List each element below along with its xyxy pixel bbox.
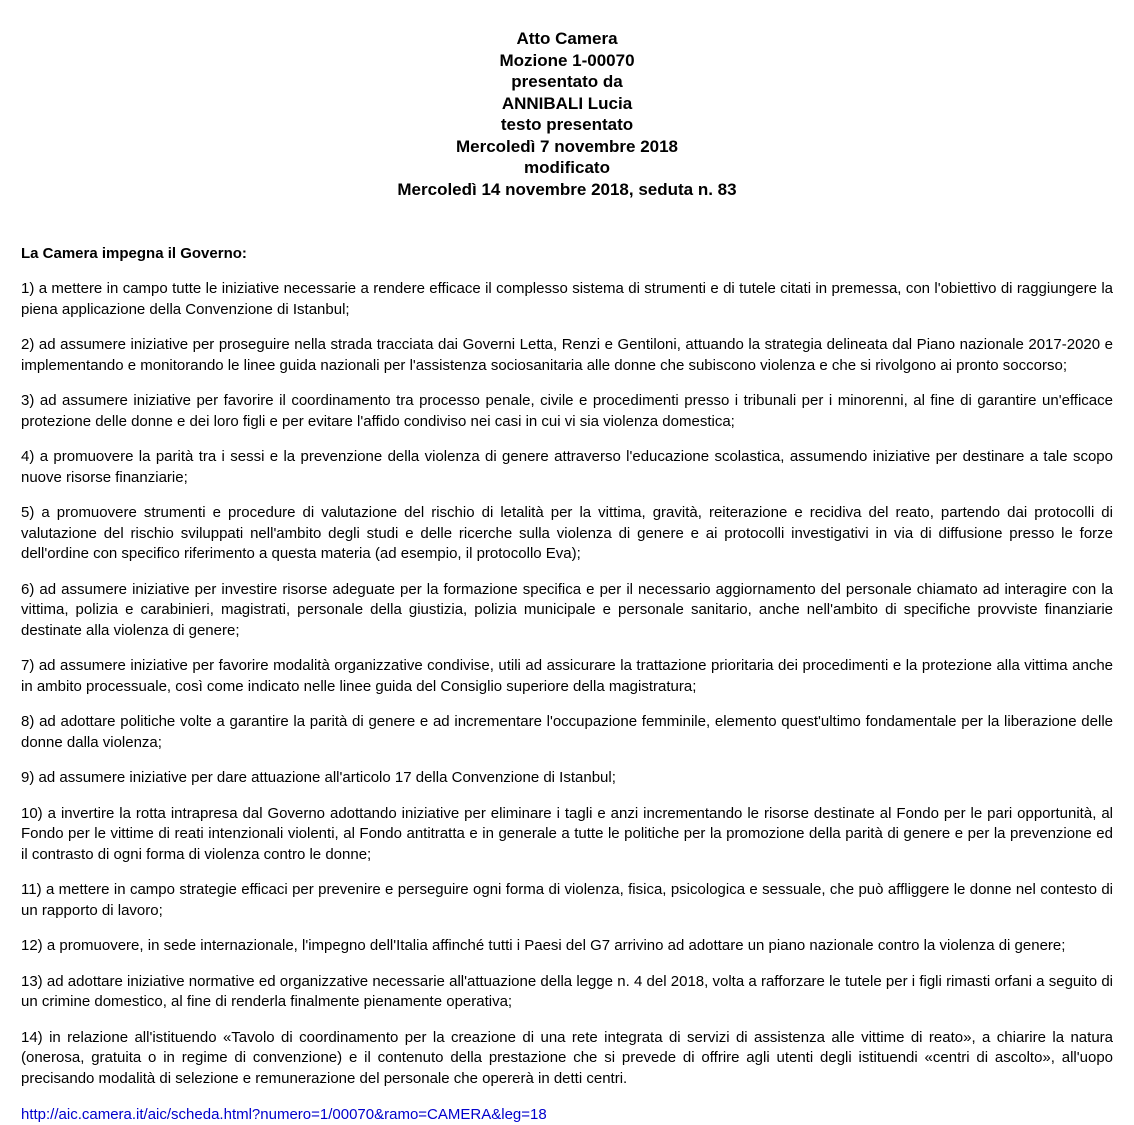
motion-item-4: 4) a promuovere la parità tra i sessi e la prevenzione della violenza di genere attraverso l'educazione scolastica, assumendo iniziative per destinare a tale scopo nuove risorse finanziarie; [21,448,1113,486]
motion-item-14: 14) in relazione all'istituendo «Tavolo di coordinamento per la creazione di una rete integrata di servizi di assistenza alle vittime di reato», a chiarire la natura (onerosa, gratuita o in regime di convenzione) e il contenuto della prestazione che si prevede di offrire agli utenti degli istituendi «centri di ascolto», all'uopo precisando modalità di selezione e remunerazione del personale che opererà in detti centri. [21,1028,1113,1087]
motion-item-1: 1) a mettere in campo tutte le iniziative necessarie a rendere efficace il complesso sistema di strumenti e di tutele citati in premessa, con l'obiettivo di raggiungere la piena applicazione della Convenzione di Istanbul; [21,280,1113,318]
motion-item-13: 13) ad adottare iniziative normative ed organizzative necessarie all'attuazione della legge n. 4 del 2018, volta a rafforzare le tutele per i figli rimasti orfani a seguito di un crimine domestico, al fine di renderla finalmente pienamente operativa; [21,972,1113,1010]
motion-body [21,279,1113,1125]
motion-item-7: 7) ad assumere iniziative per favorire modalità organizzative condivise, utili ad assicurare la trattazione prioritaria dei procedimenti e la protezione alla vittima anche in ambito processuale, così come indicato nelle linee guida del Consiglio superiore della magistratura; [21,657,1113,695]
motion-item-11: 11) a mettere in campo strategie efficaci per prevenire e perseguire ogni forma di violenza, fisica, psicologica e sessuale, che può affliggere le donne nel contesto di un rapporto di lavoro; [21,881,1113,919]
motion-item-12: 12) a promuovere, in sede internazionale, l'impegno dell'Italia affinché tutti i Paesi del G7 arrivino ad adottare un piano nazionale contro la violenza di genere; [21,937,1066,954]
document-header [21,28,1113,200]
motion-item-8: 8) ad adottare politiche volte a garantire la parità di genere e ad incrementare l'occupazione femminile, elemento quest'ultimo fondamentale per la liberazione delle donne dalla violenza; [21,713,1113,751]
header-line-modified-date: Mercoledì 14 novembre 2018, seduta n. 83 [397,179,737,199]
header-line-author: ANNIBALI Lucia [501,93,633,113]
header-line-text-presented: testo presentato [500,115,634,134]
header-line-motion-number: Mozione 1-00070 [499,50,635,70]
motion-item-6: 6) ad assumere iniziative per investire risorse adeguate per la formazione specifica e per il necessario aggiornamento del personale chiamato ad interagire con la vittima, polizia e carabinieri, magistrati, personale della giustizia, polizia municipale e personale sanitario, anche nell'ambito di specifiche provviste finanziarie destinate alla violenza di genere; [21,580,1113,639]
motion-item-10: 10) a invertire la rotta intrapresa dal Governo adottando iniziative per eliminare i tagli e anzi incrementando le risorse destinate al Fondo per le pari opportunità, al Fondo per le vittime di reati intenzionali violenti, al Fondo antitratta e in generale a tutte le politiche per la promozione della parità di genere e per la prevenzione ed il contrasto di ogni forma di violenza contro le donne; [21,804,1113,863]
header-line-modified: modificato [524,158,610,177]
source-link[interactable]: http://aic.camera.it/aic/scheda.html?numero=1/00070&ramo=CAMERA&leg=18 [21,1106,547,1123]
motion-item-2: 2) ad assumere iniziative per proseguire nella strada tracciata dai Governi Letta, Renzi e Gentiloni, attuando la strategia delineata dal Piano nazionale 2017-2020 e implementando e monitorando le linee guida nazionali per l'assistenza sociosanitaria alle donne che subiscono violenza e che si rivolgono ai pronto soccorso; [21,336,1113,374]
lead-heading: La Camera impegna il Governo: [21,245,247,262]
motion-item-5: 5) a promuovere strumenti e procedure di valutazione del rischio di letalità per la vittima, gravità, reiterazione e recidiva del reato, partendo dai protocolli di valutazione del rischio sviluppati nell'ambito degli studi e delle ricerche sulla violenza di genere e ai protocolli investigativi in via di diffusione presso le forze dell'ordine con specifico riferimento a questa materia (ad esempio, il protocollo Eva); [21,504,1113,562]
motion-item-3: 3) ad assumere iniziative per favorire il coordinamento tra processo penale, civile e procedimenti presso i tribunali per i minorenni, al fine di garantire un'efficace protezione delle donne e dei loro figli e per evitare l'affido condiviso nei casi in cui vi sia violenza domestica; [21,392,1113,430]
motion-item-9: 9) ad assumere iniziative per dare attuazione all'articolo 17 della Convenzione di Istanbul; [21,769,616,786]
header-line-presented-by: presentato da [511,72,623,91]
header-line-presented-date: Mercoledì 7 novembre 2018 [455,136,679,156]
header-line-act: Atto Camera [516,29,618,48]
